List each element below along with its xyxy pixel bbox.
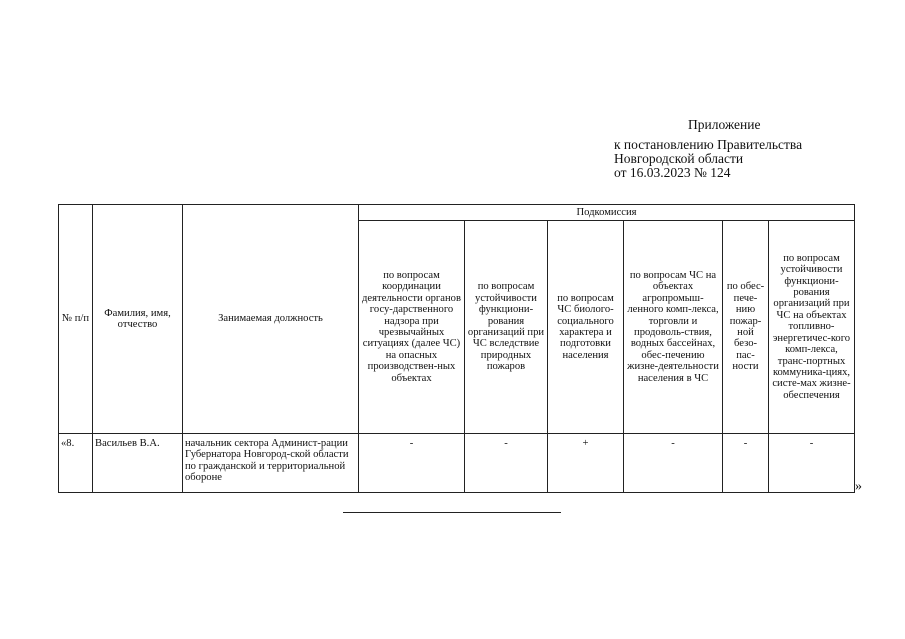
subcommission-header-hazardous-facilities: по вопросам координации деятельности органов госу-дарственного надзора при чрезвычайных ситуациях (далее ЧС) на опасных производствен-ных объектах	[359, 221, 465, 434]
subcommission-header-fuel-energy: по вопросам устойчивости функциони-рования организаций при ЧС на объектах топливно-энергетичес-кого комп-лекса, транс-портных коммуника-циях, систе-мах жизне-обеспечения	[769, 221, 855, 434]
row-mark: +	[548, 434, 624, 493]
row-mark: -	[769, 434, 855, 493]
subcommission-header-biosocial: по вопросам ЧС биолого-социального характера и подготовки населения	[548, 221, 624, 434]
appendix-title: Приложение	[688, 117, 761, 132]
row-mark: -	[723, 434, 769, 493]
row-mark: -	[624, 434, 723, 493]
reference-line: к постановлению Правительства	[614, 137, 803, 152]
row-number: «8.	[59, 434, 93, 493]
subcommission-members-table	[58, 204, 855, 493]
column-header-position: Занимаемая должность	[183, 205, 359, 434]
subcommission-header-agro-industrial: по вопросам ЧС на объектах агропромыш-ленного комп-лекса, торговли и продоволь-ствия, водных бассейнах, обес-печению жизне-деятельности населения в ЧС	[624, 221, 723, 434]
reference-line: Новгородской области	[614, 151, 744, 166]
row-position: начальник сектора Админист-рации Губернатора Новгород-ской области по гражданской и территориальной обороне	[183, 434, 359, 493]
subcommission-header-natural-fires: по вопросам устойчивости функциони-рования организаций при ЧС вследствие природных пожаров	[465, 221, 548, 434]
row-mark: -	[465, 434, 548, 493]
column-header-number: № п/п	[59, 205, 93, 434]
row-mark: -	[359, 434, 465, 493]
footer-rule	[343, 512, 561, 513]
row-name: Васильев В.А.	[93, 434, 183, 493]
group-header-subcommission: Подкомиссия	[359, 205, 855, 221]
table-row	[59, 434, 855, 493]
closing-quote: »	[855, 479, 862, 494]
subcommission-header-fire-safety: по обес-пече-нию пожар-ной безо-пас-ности	[723, 221, 769, 434]
appendix-reference	[614, 138, 802, 180]
column-header-name: Фамилия, имя, отчество	[93, 205, 183, 434]
reference-line: от 16.03.2023 № 124	[614, 165, 731, 180]
